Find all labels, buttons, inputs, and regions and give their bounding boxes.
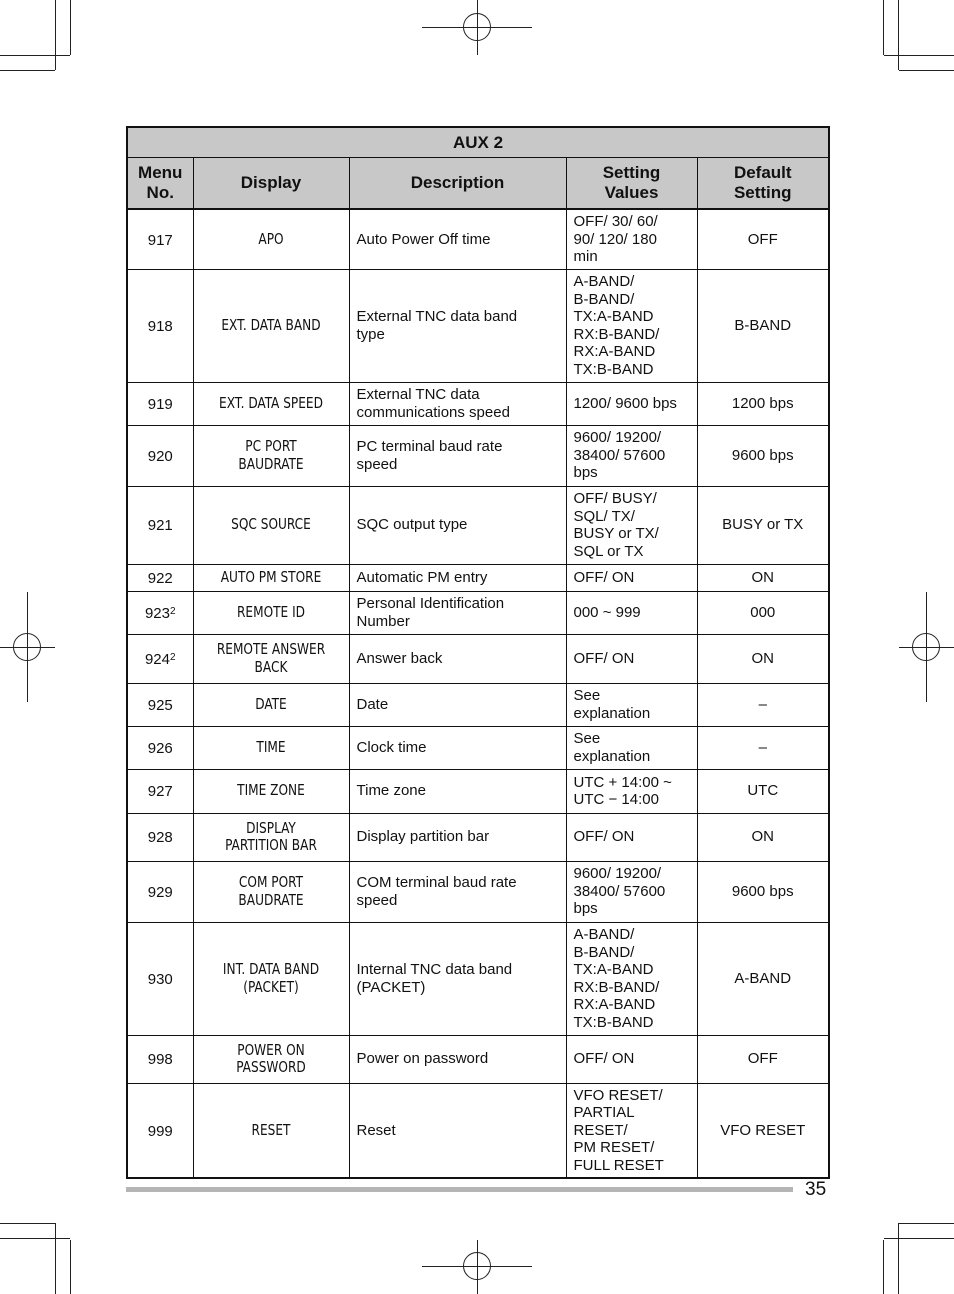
display-name-cell: AUTO PM STORE: [201, 564, 341, 591]
menu-number-cell: 922: [127, 564, 193, 591]
default-setting-cell: 000: [697, 591, 829, 634]
setting-values-cell: OFF/ ON: [566, 1035, 697, 1083]
default-setting-cell: ON: [697, 813, 829, 861]
description-cell: Display partition bar: [349, 813, 566, 861]
description-cell: Auto Power Off time: [349, 209, 566, 269]
setting-values-cell: A-BAND/ B-BAND/ TX:A-BAND RX:B-BAND/ RX:A-BAND TX:B-BAND: [566, 269, 697, 382]
setting-values-cell: See explanation: [566, 683, 697, 726]
table-row: [127, 769, 829, 813]
menu-number-cell: 926: [127, 726, 193, 769]
page-number: 35: [805, 1179, 827, 1200]
table-row: [127, 564, 829, 591]
description-cell: SQC output type: [349, 486, 566, 564]
table-row: [127, 683, 829, 726]
aux2-menu-table: [126, 126, 830, 1179]
default-setting-cell: ON: [697, 634, 829, 683]
default-setting-cell: 9600 bps: [697, 861, 829, 922]
setting-values-cell: OFF/ ON: [566, 634, 697, 683]
default-setting-cell: B-BAND: [697, 269, 829, 382]
display-name-cell: DATE: [201, 683, 341, 726]
description-cell: Internal TNC data band (PACKET): [349, 922, 566, 1035]
default-setting-cell: –: [697, 726, 829, 769]
header-description: Description: [349, 158, 566, 210]
menu-number-cell: 918: [127, 269, 193, 382]
menu-number-cell: 998: [127, 1035, 193, 1083]
table-body: [127, 209, 829, 1178]
table-row: [127, 634, 829, 683]
footer-rule: [126, 1187, 793, 1192]
table-row: [127, 591, 829, 634]
description-cell: Time zone: [349, 769, 566, 813]
default-setting-cell: UTC: [697, 769, 829, 813]
display-name-cell: TIME: [201, 726, 341, 769]
setting-values-cell: OFF/ ON: [566, 564, 697, 591]
display-name-cell: EXT. DATA SPEED: [201, 382, 341, 425]
display-name-cell: DISPLAY PARTITION BAR: [201, 813, 341, 861]
table-row: [127, 1035, 829, 1083]
display-name-cell: POWER ON PASSWORD: [201, 1035, 341, 1083]
menu-number-cell: 920: [127, 425, 193, 486]
menu-number-cell: 930: [127, 922, 193, 1035]
table-row: [127, 813, 829, 861]
description-cell: Date: [349, 683, 566, 726]
description-cell: COM terminal baud rate speed: [349, 861, 566, 922]
menu-number-cell: $923^2$: [127, 591, 193, 634]
menu-number-cell: 929: [127, 861, 193, 922]
setting-values-cell: VFO RESET/ PARTIAL RESET/ PM RESET/ FULL RESET: [566, 1083, 697, 1178]
menu-number-cell: 921: [127, 486, 193, 564]
table-row: [127, 425, 829, 486]
default-setting-cell: BUSY or TX: [697, 486, 829, 564]
table-row: [127, 861, 829, 922]
description-cell: Reset: [349, 1083, 566, 1178]
setting-values-cell: 9600/ 19200/ 38400/ 57600 bps: [566, 861, 697, 922]
header-menu-no: Menu No.: [127, 158, 193, 210]
setting-values-cell: OFF/ ON: [566, 813, 697, 861]
table-row: [127, 726, 829, 769]
default-setting-cell: VFO RESET: [697, 1083, 829, 1178]
table-row: [127, 922, 829, 1035]
header-default-setting: Default Setting: [697, 158, 829, 210]
table-title: AUX 2: [127, 127, 829, 158]
table-row: [127, 382, 829, 425]
default-setting-cell: OFF: [697, 1035, 829, 1083]
header-setting-values: Setting Values: [566, 158, 697, 210]
menu-number-cell: 925: [127, 683, 193, 726]
description-cell: PC terminal baud rate speed: [349, 425, 566, 486]
table-row: [127, 269, 829, 382]
menu-number-cell: 927: [127, 769, 193, 813]
table-row: [127, 1083, 829, 1178]
default-setting-cell: ON: [697, 564, 829, 591]
description-cell: External TNC data communications speed: [349, 382, 566, 425]
menu-number-cell: 917: [127, 209, 193, 269]
header-display: Display: [193, 158, 349, 210]
setting-values-cell: 000 ~ 999: [566, 591, 697, 634]
display-name-cell: INT. DATA BAND (PACKET): [201, 922, 341, 1035]
default-setting-cell: 9600 bps: [697, 425, 829, 486]
display-name-cell: COM PORT BAUDRATE: [201, 861, 341, 922]
default-setting-cell: –: [697, 683, 829, 726]
default-setting-cell: A-BAND: [697, 922, 829, 1035]
description-cell: Power on password: [349, 1035, 566, 1083]
description-cell: Answer back: [349, 634, 566, 683]
display-name-cell: EXT. DATA BAND: [201, 269, 341, 382]
description-cell: Clock time: [349, 726, 566, 769]
default-setting-cell: 1200 bps: [697, 382, 829, 425]
setting-values-cell: OFF/ 30/ 60/ 90/ 120/ 180 min: [566, 209, 697, 269]
menu-number-cell: 928: [127, 813, 193, 861]
display-name-cell: RESET: [201, 1083, 341, 1178]
setting-values-cell: See explanation: [566, 726, 697, 769]
display-name-cell: SQC SOURCE: [201, 486, 341, 564]
description-cell: Automatic PM entry: [349, 564, 566, 591]
setting-values-cell: OFF/ BUSY/ SQL/ TX/ BUSY or TX/ SQL or TX: [566, 486, 697, 564]
setting-values-cell: UTC + 14:00 ~ UTC − 14:00: [566, 769, 697, 813]
default-setting-cell: OFF: [697, 209, 829, 269]
display-name-cell: PC PORT BAUDRATE: [201, 425, 341, 486]
display-name-cell: TIME ZONE: [201, 769, 341, 813]
menu-number-cell: 999: [127, 1083, 193, 1178]
menu-number-cell: $924^2$: [127, 634, 193, 683]
display-name-cell: REMOTE ID: [201, 591, 341, 634]
footnote-marker: 2: [169, 605, 176, 617]
setting-values-cell: A-BAND/ B-BAND/ TX:A-BAND RX:B-BAND/ RX:A-BAND TX:B-BAND: [566, 922, 697, 1035]
setting-values-cell: 1200/ 9600 bps: [566, 382, 697, 425]
menu-number-cell: 919: [127, 382, 193, 425]
table-row: [127, 486, 829, 564]
table-row: [127, 209, 829, 269]
description-cell: Personal Identification Number: [349, 591, 566, 634]
description-cell: External TNC data band type: [349, 269, 566, 382]
setting-values-cell: 9600/ 19200/ 38400/ 57600 bps: [566, 425, 697, 486]
display-name-cell: REMOTE ANSWER BACK: [201, 634, 341, 683]
footnote-marker: 2: [169, 651, 176, 663]
display-name-cell: APO: [201, 209, 341, 269]
